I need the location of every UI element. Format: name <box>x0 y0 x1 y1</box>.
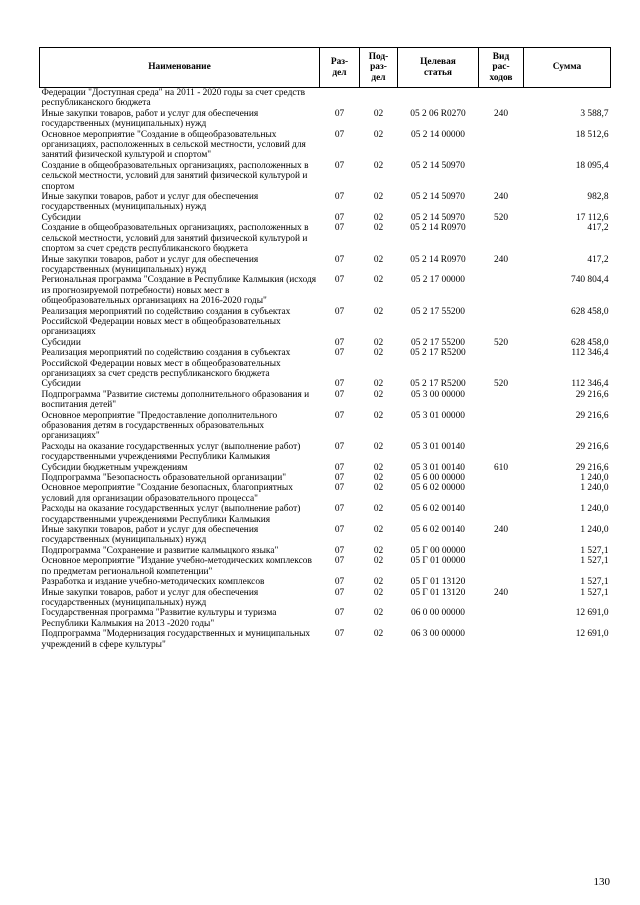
cell-summa: 1 527,1 <box>580 577 609 588</box>
cell-name: Субсидии <box>41 212 81 223</box>
cell-podrazdel: 02 <box>373 160 384 171</box>
cell-podrazdel: 02 <box>373 108 384 119</box>
cell-name: Иные закупки товаров, работ и услуг для обеспечения государственных (муниципальных) нужд <box>41 254 259 275</box>
cell-podrazdel: 02 <box>373 192 384 203</box>
cell-podrazdel: 02 <box>373 275 384 286</box>
cell-podrazdel: 02 <box>373 473 384 484</box>
cell-vid: 240 <box>493 525 509 536</box>
cell-tselevaya: 05 2 06 R0270 <box>410 108 466 119</box>
table-row <box>40 88 611 109</box>
table-row <box>40 213 611 223</box>
table-header <box>40 48 611 88</box>
cell-razdel: 07 <box>334 254 345 265</box>
cell-razdel: 07 <box>334 483 345 494</box>
table-row <box>40 338 611 348</box>
cell-podrazdel: 02 <box>373 525 384 536</box>
cell-summa: 1 240,0 <box>580 504 609 515</box>
cell-name: Иные закупки товаров, работ и услуг для обеспечения государственных (муниципальных) нужд <box>41 192 259 213</box>
cell-summa: 17 112,6 <box>576 212 609 223</box>
cell-podrazdel: 02 <box>373 129 384 140</box>
cell-summa: 1 240,0 <box>580 483 609 494</box>
cell-vid: 520 <box>493 212 509 223</box>
cell-vid: 610 <box>493 462 509 473</box>
cell-vid <box>479 411 524 442</box>
cell-name: Основное мероприятие "Создание в общеобразовательных организациях, расположенных в сельской местности, условий для занятий физической культурой и спортом" <box>41 129 306 161</box>
cell-vid <box>479 504 524 525</box>
table-row <box>40 192 611 213</box>
cell-razdel: 07 <box>334 348 345 359</box>
table-row <box>40 348 611 379</box>
table-row <box>40 473 611 483</box>
cell-summa: 628 458,0 <box>571 337 609 348</box>
cell-name: Иные закупки товаров, работ и услуг для обеспечения государственных (муниципальных) нужд <box>41 587 259 608</box>
cell-name: Иные закупки товаров, работ и услуг для обеспечения государственных (муниципальных) нужд <box>41 525 259 546</box>
cell-razdel: 07 <box>334 389 345 400</box>
cell-tselevaya: 05 3 01 00140 <box>411 441 465 452</box>
column-header-razdel: Раз- дел <box>320 48 360 88</box>
cell-razdel: 07 <box>334 545 345 556</box>
cell-razdel: 07 <box>334 462 345 473</box>
budget-page <box>39 47 610 650</box>
table-row <box>40 307 611 338</box>
cell-tselevaya: 05 2 17 55200 <box>411 306 465 317</box>
cell-tselevaya: 05 6 02 00140 <box>411 525 465 536</box>
cell-vid <box>479 275 524 306</box>
cell-tselevaya: 05 Г 01 13120 <box>410 587 466 598</box>
cell-vid: 520 <box>493 379 509 390</box>
cell-razdel: 07 <box>334 587 345 598</box>
cell-name: Региональная программа "Создание в Республике Калмыкия (исходя из прогнозируемой потребности) новых мест в общеобразовательных организациях на 2016-2020 годы" <box>41 275 317 307</box>
cell-razdel: 07 <box>334 275 345 286</box>
cell-razdel: 07 <box>334 337 345 348</box>
table-row <box>40 577 611 587</box>
cell-vid <box>479 442 524 463</box>
cell-summa: 982,8 <box>587 192 609 203</box>
cell-razdel: 07 <box>334 629 345 640</box>
cell-name: Расходы на оказание государственных услуг (выполнение работ) государственными учреждениями Республики Калмыкия <box>41 441 301 463</box>
cell-name: Подпрограмма "Сохранение и развитие калмыцкого языка" <box>41 545 279 556</box>
cell-name: Субсидии бюджетным учреждениям <box>41 462 188 473</box>
table-row <box>40 588 611 609</box>
cell-name: Государственная программа "Развитие культуры и туризма Республики Калмыкия на 2013 -2020 годы" <box>41 608 277 629</box>
cell-name: Иные закупки товаров, работ и услуг для обеспечения государственных (муниципальных) нужд <box>41 108 259 130</box>
table-row <box>40 411 611 442</box>
cell-name: Основное мероприятие "Издание учебно-методических комплексов по предметам региональной компетенции" <box>41 556 312 577</box>
cell-tselevaya: 05 Г 01 13120 <box>410 577 466 588</box>
cell-vid <box>479 161 524 192</box>
cell-vid: 240 <box>493 192 509 203</box>
table-row <box>40 223 611 254</box>
cell-summa: 29 216,6 <box>575 441 609 452</box>
cell-podrazdel: 02 <box>373 254 384 265</box>
cell-vid <box>479 546 524 556</box>
cell-razdel: 07 <box>334 504 345 515</box>
cell-tselevaya: 05 3 01 00000 <box>411 410 465 421</box>
cell-name: Субсидии <box>41 379 81 390</box>
cell-podrazdel: 02 <box>373 379 384 390</box>
cell-razdel: 07 <box>334 608 345 619</box>
cell-tselevaya <box>398 88 479 109</box>
table-row <box>40 109 611 130</box>
cell-summa: 18 512,6 <box>575 129 609 140</box>
cell-razdel: 07 <box>334 223 345 234</box>
cell-summa: 1 527,1 <box>580 587 609 598</box>
column-header-summa: Сумма <box>524 48 611 88</box>
table-row <box>40 161 611 192</box>
page-number: 130 <box>593 876 610 888</box>
cell-summa <box>524 88 611 109</box>
cell-podrazdel: 02 <box>373 483 384 494</box>
cell-summa: 1 240,0 <box>580 473 609 484</box>
cell-podrazdel: 02 <box>373 577 384 588</box>
cell-summa: 18 095,4 <box>575 160 609 171</box>
cell-vid <box>479 348 524 379</box>
table-row <box>40 608 611 629</box>
cell-name: Подпрограмма "Модернизация государственных и муниципальных учреждений в сфере культуры" <box>41 629 311 650</box>
cell-tselevaya: 05 3 01 00140 <box>411 462 465 473</box>
cell-razdel: 07 <box>334 306 345 317</box>
cell-tselevaya: 05 3 00 00000 <box>411 389 465 400</box>
cell-razdel: 07 <box>334 441 345 452</box>
table-row <box>40 504 611 525</box>
cell-razdel: 07 <box>334 525 345 536</box>
table-row <box>40 442 611 463</box>
cell-podrazdel: 02 <box>373 389 384 400</box>
table-row <box>40 463 611 473</box>
cell-name: Подпрограмма "Безопасность образовательной организации" <box>41 473 287 484</box>
table-row <box>40 130 611 161</box>
column-header-vid: Вид рас- ходов <box>479 48 524 88</box>
cell-tselevaya: 05 Г 00 00000 <box>410 545 466 556</box>
cell-razdel: 07 <box>334 556 345 567</box>
table-row <box>40 275 611 306</box>
cell-vid: 240 <box>493 587 509 598</box>
cell-name: Создание в общеобразовательных организациях, расположенных в сельской местности, условий для занятий физической культурой и спортом <box>41 160 309 192</box>
table-body <box>40 88 611 650</box>
cell-tselevaya: 05 Г 01 00000 <box>410 556 466 567</box>
cell-tselevaya: 06 0 00 00000 <box>411 608 465 619</box>
cell-summa: 417,2 <box>587 223 609 234</box>
cell-razdel: 07 <box>334 129 345 140</box>
cell-podrazdel: 02 <box>373 410 384 421</box>
cell-summa: 29 216,6 <box>575 389 609 400</box>
table-row <box>40 556 611 577</box>
cell-podrazdel: 02 <box>373 441 384 452</box>
cell-name: Основное мероприятие "Создание безопасных, благоприятных условий для организации образовательного процесса" <box>41 483 293 504</box>
cell-tselevaya: 05 6 02 00140 <box>411 504 465 515</box>
table-row <box>40 483 611 504</box>
cell-name: Создание в общеобразовательных организациях, расположенных в сельской местности, условий для занятий физической культурой и спортом за счет средств республиканского бюджета <box>41 223 309 255</box>
cell-name: Основное мероприятие "Предоставление дополнительного образования детям в государственных образовательных организациях" <box>41 410 278 442</box>
column-header-name: Наименование <box>40 48 320 88</box>
cell-tselevaya: 05 6 00 00000 <box>411 473 465 484</box>
cell-name: Подпрограмма "Развитие системы дополнительного образования и воспитания детей" <box>41 389 310 411</box>
cell-tselevaya: 05 2 17 55200 <box>411 337 465 348</box>
cell-razdel: 07 <box>334 379 345 390</box>
cell-name: Разработка и издание учебно-методических комплексов <box>41 577 265 588</box>
table-row <box>40 546 611 556</box>
table-row <box>40 379 611 389</box>
cell-tselevaya: 05 2 14 R0970 <box>410 223 466 234</box>
cell-razdel: 07 <box>334 577 345 588</box>
cell-razdel: 07 <box>334 108 345 119</box>
cell-summa: 3 588,7 <box>580 108 609 119</box>
cell-podrazdel: 02 <box>373 556 384 567</box>
cell-tselevaya: 05 2 14 50970 <box>411 212 465 223</box>
cell-name: Реализация мероприятий по содействию создания в субъектах Российской Федерации новых мест в общеобразовательных организациях <box>41 306 291 338</box>
cell-vid <box>479 473 524 483</box>
cell-summa: 628 458,0 <box>571 306 609 317</box>
cell-podrazdel: 02 <box>373 462 384 473</box>
cell-tselevaya: 05 2 14 50970 <box>411 192 465 203</box>
cell-razdel: 07 <box>334 473 345 484</box>
cell-name: Расходы на оказание государственных услуг (выполнение работ) государственными учреждениями Республики Калмыкия <box>41 504 301 525</box>
cell-summa: 29 216,6 <box>575 410 609 421</box>
table-row <box>40 525 611 546</box>
cell-summa: 12 691,0 <box>575 629 609 640</box>
cell-podrazdel: 02 <box>373 212 384 223</box>
cell-vid <box>479 307 524 338</box>
cell-vid <box>479 608 524 629</box>
cell-tselevaya: 05 6 02 00000 <box>411 483 465 494</box>
cell-tselevaya: 05 2 17 00000 <box>411 275 465 286</box>
column-header-podrazdel: Под- раз- дел <box>360 48 398 88</box>
cell-summa: 112 346,4 <box>571 379 609 390</box>
cell-vid <box>479 223 524 254</box>
cell-name: Федерации "Доступная среда" на 2011 - 2020 годы за счет средств республиканского бюджета <box>41 88 306 109</box>
cell-podrazdel: 02 <box>373 504 384 515</box>
cell-podrazdel: 02 <box>373 348 384 359</box>
cell-razdel: 07 <box>334 410 345 421</box>
cell-vid: 520 <box>493 337 509 348</box>
cell-podrazdel: 02 <box>373 629 384 640</box>
cell-tselevaya: 05 2 17 R5200 <box>410 379 466 390</box>
cell-tselevaya: 05 2 17 R5200 <box>410 348 466 359</box>
cell-razdel: 07 <box>334 212 345 223</box>
cell-razdel: 07 <box>334 160 345 171</box>
column-header-tselevaya: Целевая статья <box>398 48 479 88</box>
table-row <box>40 629 611 650</box>
cell-summa: 12 691,0 <box>575 608 609 619</box>
cell-razdel <box>320 88 360 109</box>
cell-summa: 1 527,1 <box>580 545 609 556</box>
cell-podrazdel: 02 <box>373 223 384 234</box>
cell-vid <box>479 577 524 587</box>
cell-summa: 740 804,4 <box>571 275 609 286</box>
cell-tselevaya: 06 3 00 00000 <box>411 629 465 640</box>
cell-tselevaya: 05 2 14 50970 <box>411 160 465 171</box>
cell-vid <box>479 483 524 504</box>
budget-table <box>39 47 611 650</box>
table-row <box>40 390 611 411</box>
cell-summa: 417,2 <box>587 254 609 265</box>
cell-name: Субсидии <box>41 337 81 348</box>
cell-summa: 1 527,1 <box>580 556 609 567</box>
cell-summa: 112 346,4 <box>571 348 609 359</box>
cell-razdel: 07 <box>334 192 345 203</box>
cell-podrazdel: 02 <box>373 337 384 348</box>
cell-vid: 240 <box>493 254 509 265</box>
cell-vid <box>479 88 524 109</box>
cell-tselevaya: 05 2 14 00000 <box>411 129 465 140</box>
cell-vid: 240 <box>493 108 509 119</box>
cell-name: Реализация мероприятий по содействию создания в субъектах Российской Федерации новых мест в общеобразовательных организациях за счет средств республиканского бюджета <box>41 348 291 379</box>
cell-vid <box>479 629 524 650</box>
cell-podrazdel <box>360 88 398 109</box>
cell-podrazdel: 02 <box>373 608 384 619</box>
cell-vid <box>479 556 524 577</box>
table-row <box>40 255 611 276</box>
cell-summa: 1 240,0 <box>580 525 609 536</box>
cell-vid <box>479 130 524 161</box>
cell-podrazdel: 02 <box>373 587 384 598</box>
cell-podrazdel: 02 <box>373 545 384 556</box>
cell-vid <box>479 390 524 411</box>
cell-podrazdel: 02 <box>373 306 384 317</box>
cell-summa: 29 216,6 <box>575 462 609 473</box>
cell-tselevaya: 05 2 14 R0970 <box>410 254 466 265</box>
